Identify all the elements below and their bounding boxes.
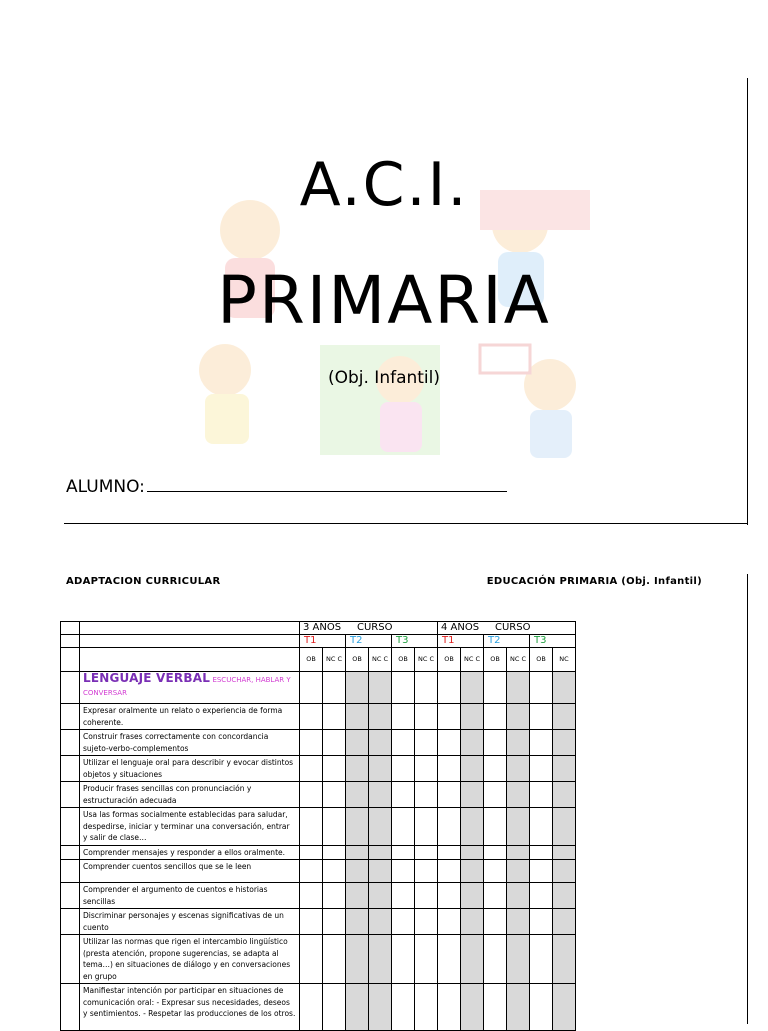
sub-header: NC C	[369, 648, 392, 672]
grade-cell[interactable]	[323, 756, 346, 782]
table-row	[61, 704, 576, 730]
grade-cell[interactable]	[300, 730, 323, 756]
grade-cell[interactable]	[392, 730, 415, 756]
grade-cell[interactable]	[300, 704, 323, 730]
section-heading	[80, 672, 300, 704]
objective-text: Producir frases sencillas con pronunciación y estructuración adecuada	[80, 782, 300, 808]
grade-cell[interactable]	[346, 808, 369, 846]
grade-cell[interactable]	[300, 860, 323, 883]
page-border-right	[747, 574, 748, 1024]
grade-cell[interactable]	[530, 935, 553, 984]
grade-cell[interactable]	[392, 672, 415, 704]
grade-cell[interactable]	[323, 704, 346, 730]
grade-cell[interactable]	[300, 935, 323, 984]
objective-text: Comprender mensajes y responder a ellos oralmente.	[80, 845, 300, 860]
blank-cell	[61, 860, 80, 883]
grade-cell[interactable]	[300, 672, 323, 704]
header-right: EDUCACIÓN PRIMARIA (Obj. Infantil)	[486, 576, 702, 587]
blank-cell	[61, 935, 80, 984]
grade-cell[interactable]	[461, 704, 484, 730]
grade-cell[interactable]	[369, 672, 392, 704]
grade-cell[interactable]	[484, 730, 507, 756]
objective-text: Discriminar personajes y escenas significativas de un cuento	[80, 909, 300, 935]
grade-cell[interactable]	[530, 808, 553, 846]
grade-cell[interactable]	[323, 935, 346, 984]
grade-cell[interactable]	[438, 909, 461, 935]
grade-cell[interactable]	[461, 782, 484, 808]
cover-note: (Obj. Infantil)	[327, 368, 441, 388]
grade-cell[interactable]	[323, 808, 346, 846]
grade-cell[interactable]	[415, 883, 438, 909]
header-left: ADAPTACION CURRICULAR	[66, 576, 221, 587]
grade-cell[interactable]	[553, 860, 576, 883]
grade-cell[interactable]	[369, 730, 392, 756]
grade-cell[interactable]	[392, 704, 415, 730]
sub-header: NC C	[461, 648, 484, 672]
grade-cell[interactable]	[300, 909, 323, 935]
grade-cell[interactable]	[553, 883, 576, 909]
grade-cell[interactable]	[415, 909, 438, 935]
objective-text: Comprender cuentos sencillos que se le leen	[80, 860, 300, 883]
objective-text: Manifiestar intención por participar en situaciones de comunicación oral: - Expresar sus necesidades, deseos y sentimientos. - Respetar las producciones de los otros.	[80, 984, 300, 1031]
grade-cell[interactable]	[553, 756, 576, 782]
table-row	[61, 883, 576, 909]
grade-cell[interactable]	[438, 883, 461, 909]
term-header: T1	[300, 635, 346, 648]
grade-cell[interactable]	[346, 883, 369, 909]
sub-header: OB	[346, 648, 369, 672]
grade-cell[interactable]	[553, 935, 576, 984]
grade-cell[interactable]	[461, 808, 484, 846]
grade-cell[interactable]	[323, 984, 346, 1031]
grade-cell[interactable]	[415, 860, 438, 883]
grade-cell[interactable]	[553, 845, 576, 860]
grade-cell[interactable]	[369, 984, 392, 1031]
objective-text: Utilizar las normas que rigen el intercambio lingüístico (presta atención, propone sugerencias, se adapta al tema…) en situaciones de diálogo y en conversaciones en grupo	[80, 935, 300, 984]
term-header: T2	[484, 635, 530, 648]
grade-cell[interactable]	[346, 782, 369, 808]
grade-cell[interactable]	[346, 730, 369, 756]
blank-cell	[61, 984, 80, 1031]
blank-cell	[61, 648, 80, 672]
grade-cell[interactable]	[507, 845, 530, 860]
grade-cell[interactable]	[415, 672, 438, 704]
table-row	[61, 730, 576, 756]
table-row	[61, 860, 576, 883]
grade-cell[interactable]	[553, 984, 576, 1031]
grade-cell[interactable]	[323, 845, 346, 860]
grade-cell[interactable]	[530, 909, 553, 935]
grade-cell[interactable]	[438, 935, 461, 984]
grade-cell[interactable]	[530, 845, 553, 860]
grade-cell[interactable]	[461, 883, 484, 909]
grade-cell[interactable]	[553, 672, 576, 704]
grade-cell[interactable]	[484, 672, 507, 704]
grade-cell[interactable]	[507, 909, 530, 935]
grade-cell[interactable]	[392, 756, 415, 782]
grade-cell[interactable]	[415, 756, 438, 782]
blank-cell	[61, 730, 80, 756]
table-row	[61, 782, 576, 808]
grade-cell[interactable]	[392, 808, 415, 846]
student-label: ALUMNO:	[66, 477, 145, 497]
sub-header: OB	[392, 648, 415, 672]
grade-cell[interactable]	[323, 883, 346, 909]
table-row	[61, 756, 576, 782]
grade-cell[interactable]	[300, 883, 323, 909]
page-border-bottom	[64, 523, 748, 524]
blank-cell	[80, 648, 300, 672]
grade-cell[interactable]	[484, 909, 507, 935]
grade-cell[interactable]	[438, 782, 461, 808]
grade-cell[interactable]	[484, 704, 507, 730]
grade-cell[interactable]	[553, 730, 576, 756]
grade-cell[interactable]	[484, 984, 507, 1031]
grade-cell[interactable]	[346, 984, 369, 1031]
grade-cell[interactable]	[461, 860, 484, 883]
grade-cell[interactable]	[507, 808, 530, 846]
grade-cell[interactable]	[369, 883, 392, 909]
grade-cell[interactable]	[346, 756, 369, 782]
term-header-row	[61, 635, 576, 648]
blank-cell	[61, 635, 80, 648]
blank-cell	[61, 909, 80, 935]
cover-title: A.C.I.	[299, 150, 469, 220]
grade-cell[interactable]	[530, 730, 553, 756]
grade-cell[interactable]	[323, 672, 346, 704]
grade-cell[interactable]	[369, 704, 392, 730]
grade-cell[interactable]	[461, 730, 484, 756]
term-header: T2	[346, 635, 392, 648]
blank-cell	[61, 622, 80, 635]
student-field	[66, 477, 507, 497]
grade-cell[interactable]	[438, 984, 461, 1031]
subheader-row	[61, 648, 576, 672]
grade-cell[interactable]	[346, 704, 369, 730]
sub-header: OB	[300, 648, 323, 672]
objective-text: Comprender el argumento de cuentos e historias sencillas	[80, 883, 300, 909]
blank-cell	[61, 782, 80, 808]
term-header: T3	[392, 635, 438, 648]
objective-text: Usa las formas socialmente establecidas para saludar, despedirse, iniciar y terminar una conversación, entrar y salir de clase…	[80, 808, 300, 846]
grade-cell[interactable]	[415, 935, 438, 984]
term-header: T3	[530, 635, 576, 648]
grade-cell[interactable]	[415, 782, 438, 808]
grade-cell[interactable]	[392, 845, 415, 860]
grade-cell[interactable]	[530, 782, 553, 808]
grade-cell[interactable]	[553, 808, 576, 846]
objective-text: Utilizar el lenguaje oral para describir y evocar distintos objetos y situaciones	[80, 756, 300, 782]
grade-cell[interactable]	[369, 909, 392, 935]
grade-cell[interactable]	[484, 808, 507, 846]
objective-text: Construir frases correctamente con concordancia sujeto-verbo-complementos	[80, 730, 300, 756]
grade-cell[interactable]	[553, 909, 576, 935]
blank-cell	[61, 704, 80, 730]
grade-cell[interactable]	[461, 845, 484, 860]
grade-cell[interactable]	[323, 860, 346, 883]
grade-cell[interactable]	[392, 935, 415, 984]
blank-cell	[61, 672, 80, 704]
sub-header: OB	[438, 648, 461, 672]
grade-cell[interactable]	[553, 704, 576, 730]
grade-cell[interactable]	[415, 845, 438, 860]
grade-cell[interactable]	[369, 860, 392, 883]
grade-cell[interactable]	[369, 756, 392, 782]
table-row	[61, 935, 576, 984]
grade-cell[interactable]	[507, 704, 530, 730]
blank-cell	[61, 883, 80, 909]
grade-cell[interactable]	[392, 883, 415, 909]
year-4-header: 4 AÑOS CURSO	[438, 622, 576, 635]
grade-cell[interactable]	[507, 782, 530, 808]
grade-cell[interactable]	[461, 756, 484, 782]
sub-header: NC C	[323, 648, 346, 672]
grade-cell[interactable]	[323, 909, 346, 935]
grade-cell[interactable]	[461, 984, 484, 1031]
grade-cell[interactable]	[507, 883, 530, 909]
grade-cell[interactable]	[438, 860, 461, 883]
objective-text: Expresar oralmente un relato o experiencia de forma coherente.	[80, 704, 300, 730]
year-3-header: 3 AÑOS CURSO	[300, 622, 438, 635]
grade-cell[interactable]	[300, 782, 323, 808]
grade-cell[interactable]	[530, 860, 553, 883]
grade-cell[interactable]	[507, 730, 530, 756]
table-row	[61, 808, 576, 846]
year-header-row	[61, 622, 576, 635]
grade-cell[interactable]	[484, 756, 507, 782]
blank-cell	[61, 808, 80, 846]
grade-cell[interactable]	[392, 782, 415, 808]
grade-cell[interactable]	[484, 935, 507, 984]
grade-cell[interactable]	[392, 909, 415, 935]
grade-cell[interactable]	[484, 845, 507, 860]
sub-header: NC	[553, 648, 576, 672]
grade-cell[interactable]	[369, 935, 392, 984]
blank-cell	[80, 622, 300, 635]
grade-cell[interactable]	[507, 672, 530, 704]
grade-cell[interactable]	[438, 756, 461, 782]
curriculum-page	[0, 548, 768, 1024]
grade-cell[interactable]	[323, 730, 346, 756]
grade-cell[interactable]	[369, 845, 392, 860]
grade-cell[interactable]	[530, 984, 553, 1031]
blank-cell	[61, 845, 80, 860]
blank-cell	[80, 635, 300, 648]
grade-cell[interactable]	[346, 909, 369, 935]
sub-header: NC C	[507, 648, 530, 672]
grade-cell[interactable]	[507, 984, 530, 1031]
grade-cell[interactable]	[415, 984, 438, 1031]
sub-header: OB	[530, 648, 553, 672]
evaluation-table	[60, 621, 576, 1031]
grade-cell[interactable]	[484, 782, 507, 808]
grade-cell[interactable]	[438, 672, 461, 704]
table-row	[61, 909, 576, 935]
grade-cell[interactable]	[369, 808, 392, 846]
grade-cell[interactable]	[530, 672, 553, 704]
grade-cell[interactable]	[530, 704, 553, 730]
table-row	[61, 845, 576, 860]
grade-cell[interactable]	[507, 860, 530, 883]
grade-cell[interactable]	[461, 909, 484, 935]
grade-cell[interactable]	[438, 704, 461, 730]
grade-cell[interactable]	[300, 845, 323, 860]
table-row	[61, 984, 576, 1031]
cover-subtitle: PRIMARIA	[217, 262, 551, 339]
sub-header: NC C	[415, 648, 438, 672]
grade-cell[interactable]	[438, 808, 461, 846]
blank-cell	[61, 756, 80, 782]
section-row	[61, 672, 576, 704]
student-name-line[interactable]	[147, 477, 507, 492]
grade-cell[interactable]	[300, 756, 323, 782]
grade-cell[interactable]	[553, 782, 576, 808]
section-title: LENGUAJE VERBAL	[83, 671, 211, 685]
grade-cell[interactable]	[530, 883, 553, 909]
grade-cell[interactable]	[346, 845, 369, 860]
grade-cell[interactable]	[392, 984, 415, 1031]
grade-cell[interactable]	[346, 935, 369, 984]
grade-cell[interactable]	[438, 730, 461, 756]
grade-cell[interactable]	[438, 845, 461, 860]
grade-cell[interactable]	[323, 782, 346, 808]
grade-cell[interactable]	[415, 704, 438, 730]
grade-cell[interactable]	[461, 672, 484, 704]
grade-cell[interactable]	[461, 935, 484, 984]
grade-cell[interactable]	[484, 860, 507, 883]
grade-cell[interactable]	[415, 808, 438, 846]
grade-cell[interactable]	[300, 808, 323, 846]
grade-cell[interactable]	[530, 756, 553, 782]
grade-cell[interactable]	[346, 672, 369, 704]
grade-cell[interactable]	[507, 935, 530, 984]
grade-cell[interactable]	[346, 860, 369, 883]
term-header: T1	[438, 635, 484, 648]
grade-cell[interactable]	[369, 782, 392, 808]
grade-cell[interactable]	[415, 730, 438, 756]
grade-cell[interactable]	[300, 984, 323, 1031]
section-subtitle: ESCUCHAR, HABLAR Y CONVERSAR	[83, 676, 291, 697]
grade-cell[interactable]	[507, 756, 530, 782]
grade-cell[interactable]	[392, 860, 415, 883]
sub-header: OB	[484, 648, 507, 672]
grade-cell[interactable]	[484, 883, 507, 909]
